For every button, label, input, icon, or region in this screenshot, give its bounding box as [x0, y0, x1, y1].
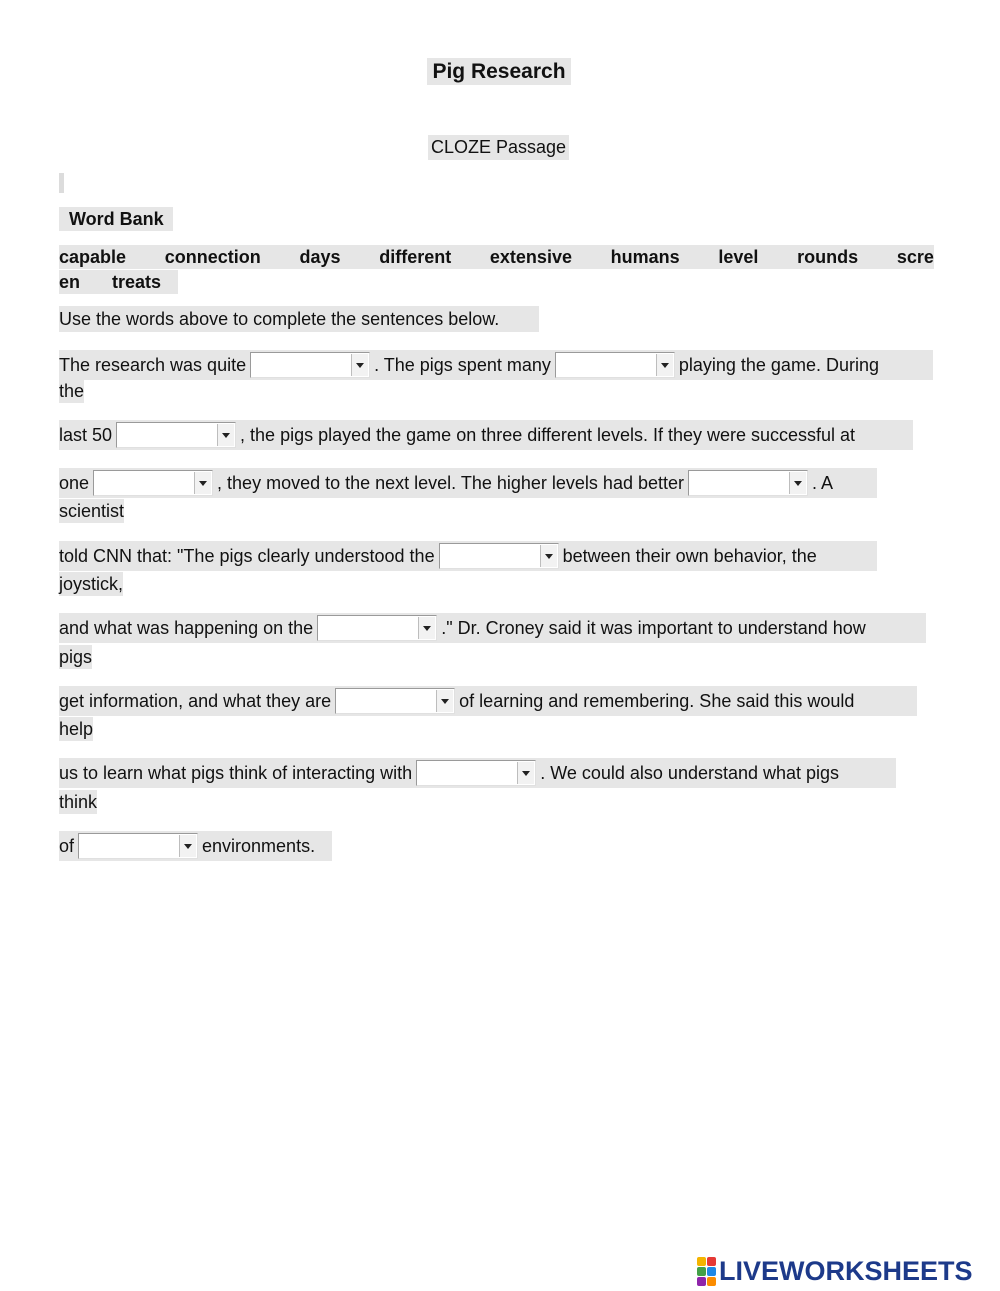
- word-bank-row-1: [59, 245, 934, 269]
- answer-dropdown-7[interactable]: [317, 615, 437, 641]
- word-bank-item: scre: [896, 247, 934, 267]
- passage-text: playing the game. During: [678, 355, 879, 375]
- decorative-bar: [59, 173, 64, 193]
- passage-text: . A: [812, 473, 834, 493]
- word-bank-item: level: [718, 247, 759, 267]
- answer-dropdown-3[interactable]: [116, 422, 236, 448]
- passage-line-8: [59, 831, 332, 861]
- liveworksheets-logo: [697, 1256, 973, 1286]
- passage-text: last 50: [59, 425, 113, 445]
- passage-text: of learning and remembering. She said this would: [459, 691, 855, 711]
- logo-square: [697, 1257, 706, 1266]
- word-bank-row-2: [59, 270, 178, 294]
- passage-text: of: [59, 836, 75, 856]
- chevron-down-icon: [179, 835, 196, 857]
- passage-line-1-wrap: the: [59, 381, 85, 401]
- answer-dropdown-6[interactable]: [439, 543, 559, 569]
- chevron-down-icon: [789, 472, 806, 494]
- chevron-down-icon: [418, 617, 435, 639]
- passage-line-1: [59, 350, 933, 380]
- answer-dropdown-1[interactable]: [250, 352, 370, 378]
- word-bank-item: days: [299, 247, 341, 267]
- passage-line-7-wrap: think: [59, 792, 98, 812]
- passage-line-7: [59, 758, 896, 788]
- passage-text: . We could also understand what pigs: [540, 763, 840, 783]
- logo-icon: [697, 1257, 716, 1286]
- passage-text: ." Dr. Croney said it was important to understand how: [441, 618, 866, 638]
- word-bank-heading: Word Bank: [59, 207, 173, 231]
- word-bank-item: humans: [610, 247, 680, 267]
- passage-text: . The pigs spent many: [374, 355, 551, 375]
- word-bank-item: different: [379, 247, 452, 267]
- logo-square: [697, 1277, 706, 1286]
- passage-line-6-wrap: help: [59, 719, 94, 739]
- chevron-down-icon: [517, 762, 534, 784]
- word-bank-item: rounds: [797, 247, 859, 267]
- chevron-down-icon: [436, 690, 453, 712]
- chevron-down-icon: [217, 424, 234, 446]
- answer-dropdown-9[interactable]: [416, 760, 536, 786]
- logo-square: [707, 1257, 716, 1266]
- chevron-down-icon: [656, 354, 673, 376]
- passage-text: between their own behavior, the: [562, 546, 817, 566]
- passage-line-5: [59, 613, 926, 643]
- chevron-down-icon: [194, 472, 211, 494]
- passage-line-3: [59, 468, 877, 498]
- page-subtitle: CLOZE Passage: [428, 135, 569, 160]
- word-bank-item: connection: [164, 247, 261, 267]
- passage-line-6: [59, 686, 917, 716]
- logo-square: [707, 1267, 716, 1276]
- word-bank-item: capable: [59, 247, 127, 267]
- passage-text: us to learn what pigs think of interacting with: [59, 763, 413, 783]
- passage-text: one: [59, 473, 90, 493]
- word-bank-item: extensive: [489, 247, 572, 267]
- passage-text: get information, and what they are: [59, 691, 332, 711]
- passage-text: The research was quite: [59, 355, 247, 375]
- word-bank-item: en: [59, 272, 81, 292]
- passage-line-2: [59, 420, 913, 450]
- passage-text: , they moved to the next level. The higher levels had better: [217, 473, 684, 493]
- page-title: Pig Research: [427, 58, 571, 85]
- answer-dropdown-2[interactable]: [555, 352, 675, 378]
- answer-dropdown-4[interactable]: [93, 470, 213, 496]
- passage-line-4-wrap: joystick,: [59, 574, 124, 594]
- answer-dropdown-5[interactable]: [688, 470, 808, 496]
- passage-text: told CNN that: "The pigs clearly understood the: [59, 546, 435, 566]
- passage-text: environments.: [202, 836, 316, 856]
- passage-line-4: [59, 541, 877, 571]
- instructions: Use the words above to complete the sentences below.: [59, 306, 539, 332]
- logo-square: [697, 1267, 706, 1276]
- chevron-down-icon: [351, 354, 368, 376]
- logo-square: [707, 1277, 716, 1286]
- answer-dropdown-8[interactable]: [335, 688, 455, 714]
- chevron-down-icon: [540, 545, 557, 567]
- logo-text: LIVEWORKSHEETS: [719, 1256, 973, 1286]
- passage-text: and what was happening on the: [59, 618, 314, 638]
- answer-dropdown-10[interactable]: [78, 833, 198, 859]
- word-bank-item: treats: [112, 272, 162, 292]
- passage-text: , the pigs played the game on three different levels. If they were successful at: [240, 425, 856, 445]
- passage-line-5-wrap: pigs: [59, 647, 93, 667]
- passage-line-3-wrap: scientist: [59, 501, 125, 521]
